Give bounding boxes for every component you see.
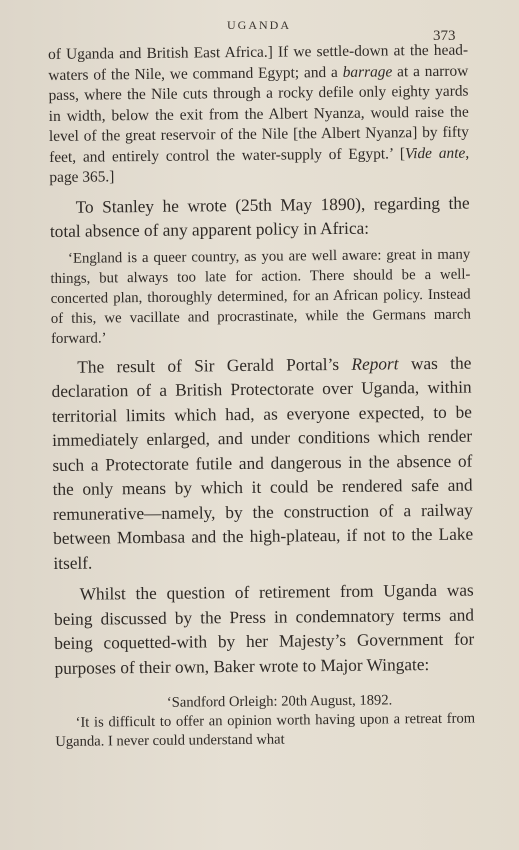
paragraph-stanley: To Stanley he wrote (25th May 1890), regarding the total absence of any apparent policy in Africa: — [49, 193, 470, 241]
text-run: of Uganda and British East Africa.] If we settle-down at the head-waters of the Nile, we command Egypt; and a — [48, 41, 469, 84]
italic-run: Report — [351, 353, 399, 374]
text-run: was the declaration of a British Protectorate over Uganda, within territorial limits which had, as everyone expected, to be immediately enlarged, and under conditions which render such a Protectorate futile and dangerous in the absence of the only means by which it could be rendered safe and remunerative—namely, by the construction of a railway between Mombasa and the high-plateau, if not to the Lake itself. — [51, 353, 474, 573]
running-head: UGANDA — [227, 18, 291, 32]
italic-run: Vide ante — [404, 144, 466, 162]
letter-dateline: ‘Sandford Orleigh: 20th August, 1892. — [166, 692, 393, 711]
page-number: 373 — [433, 28, 456, 44]
paragraph-retirement: Whilst the question of retirement from Uganda was being discussed by the Press in condemnatory terms and being coquetted-with by her Majesty’s Government for purposes of their own, Baker wrote to Major Wingate: — [53, 580, 475, 678]
page-header — [0, 18, 519, 44]
text-run: The result of Sir Gerald Portal’s — [77, 354, 352, 377]
body-text — [48, 41, 475, 752]
paragraph-portal-report — [51, 351, 473, 576]
text-run: , page 365.] — [49, 144, 470, 186]
text-run: at a narrow pass, where the Nile cuts through a rocky defile only eighty yards in width, below the exit from the Albert Nyanza, would raise the level of the great reservoir of the Nile [the Albert Nyanza] by fifty feet, and entirely control the water-supply of Egypt.’ [ — [48, 62, 470, 166]
paragraph-quote-england: ‘England is a queer country, as you are well aware: great in many things, but always too late for action. There should be a well-concerted plan, thoroughly determined, for an African policy. Instead of this, we vacillate and procrastinate, while the Germans march forward.’ — [50, 246, 471, 347]
paragraph-letter-start: ‘It is difficult to offer an opinion worth having upon a retreat from Uganda. I never could understand what — [55, 710, 476, 750]
paragraph-quote-end — [48, 41, 469, 189]
italic-run: barrage — [342, 62, 393, 81]
